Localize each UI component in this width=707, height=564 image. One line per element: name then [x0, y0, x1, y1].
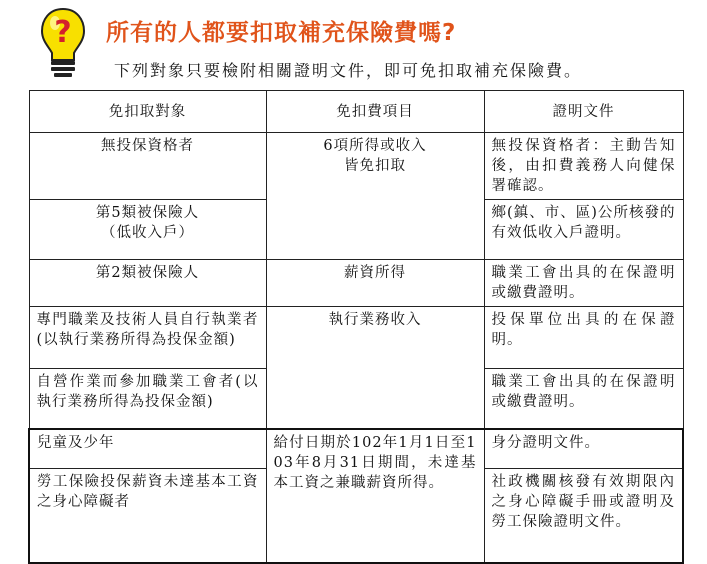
cell-target: 勞工保險投保薪資未達基本工資之身心障礙者: [29, 469, 266, 563]
cell-document: 職業工會出具的在保證明或繳費證明。: [484, 369, 683, 429]
cell-item: 執行業務收入: [266, 307, 484, 429]
cell-target: 無投保資格者: [29, 133, 266, 200]
header-item: 免扣費項目: [266, 91, 484, 133]
table-row: [29, 429, 683, 469]
table-row: [29, 133, 683, 200]
table-row: [29, 307, 683, 369]
header-document: 證明文件: [484, 91, 683, 133]
page-title: 所有的人都要扣取補充保險費嗎?: [106, 20, 457, 46]
cell-target: 自營作業而參加職業工會者(以執行業務所得為投保金額): [29, 369, 266, 429]
cell-document: 身分證明文件。: [484, 429, 683, 469]
cell-item: 6項所得或收入 皆免扣取: [266, 133, 484, 260]
cell-target: 專門職業及技術人員自行執業者(以執行業務所得為投保金額): [29, 307, 266, 369]
cell-item: 給付日期於102年1月1日至103年8月31日期間，未達基本工資之兼職薪資所得。: [266, 429, 484, 563]
header-target: 免扣取對象: [29, 91, 266, 133]
cell-target: 兒童及少年: [29, 429, 266, 469]
cell-document: 社政機關核發有效期限內之身心障礙手冊或證明及勞工保險證明文件。: [484, 469, 683, 563]
exemption-table: [28, 90, 684, 564]
cell-document: 投保單位出具的在保證明。: [484, 307, 683, 369]
page-subtitle: 下列對象只要檢附相關證明文件，即可免扣取補充保險費。: [114, 61, 583, 80]
svg-text:?: ?: [54, 15, 72, 50]
cell-document: 職業工會出具的在保證明或繳費證明。: [484, 260, 683, 307]
cell-document: 鄉(鎮、市、區)公所核發的有效低收入戶證明。: [484, 200, 683, 260]
cell-target: 第2類被保險人: [29, 260, 266, 307]
cell-item: 薪資所得: [266, 260, 484, 307]
table-row: [29, 260, 683, 307]
cell-target: 第5類被保險人 （低收入戶）: [29, 200, 266, 260]
table-header-row: [29, 91, 683, 133]
cell-document: 無投保資格者：主動告知後，由扣費義務人向健保署確認。: [484, 133, 683, 200]
lightbulb-question-icon: [38, 6, 88, 82]
